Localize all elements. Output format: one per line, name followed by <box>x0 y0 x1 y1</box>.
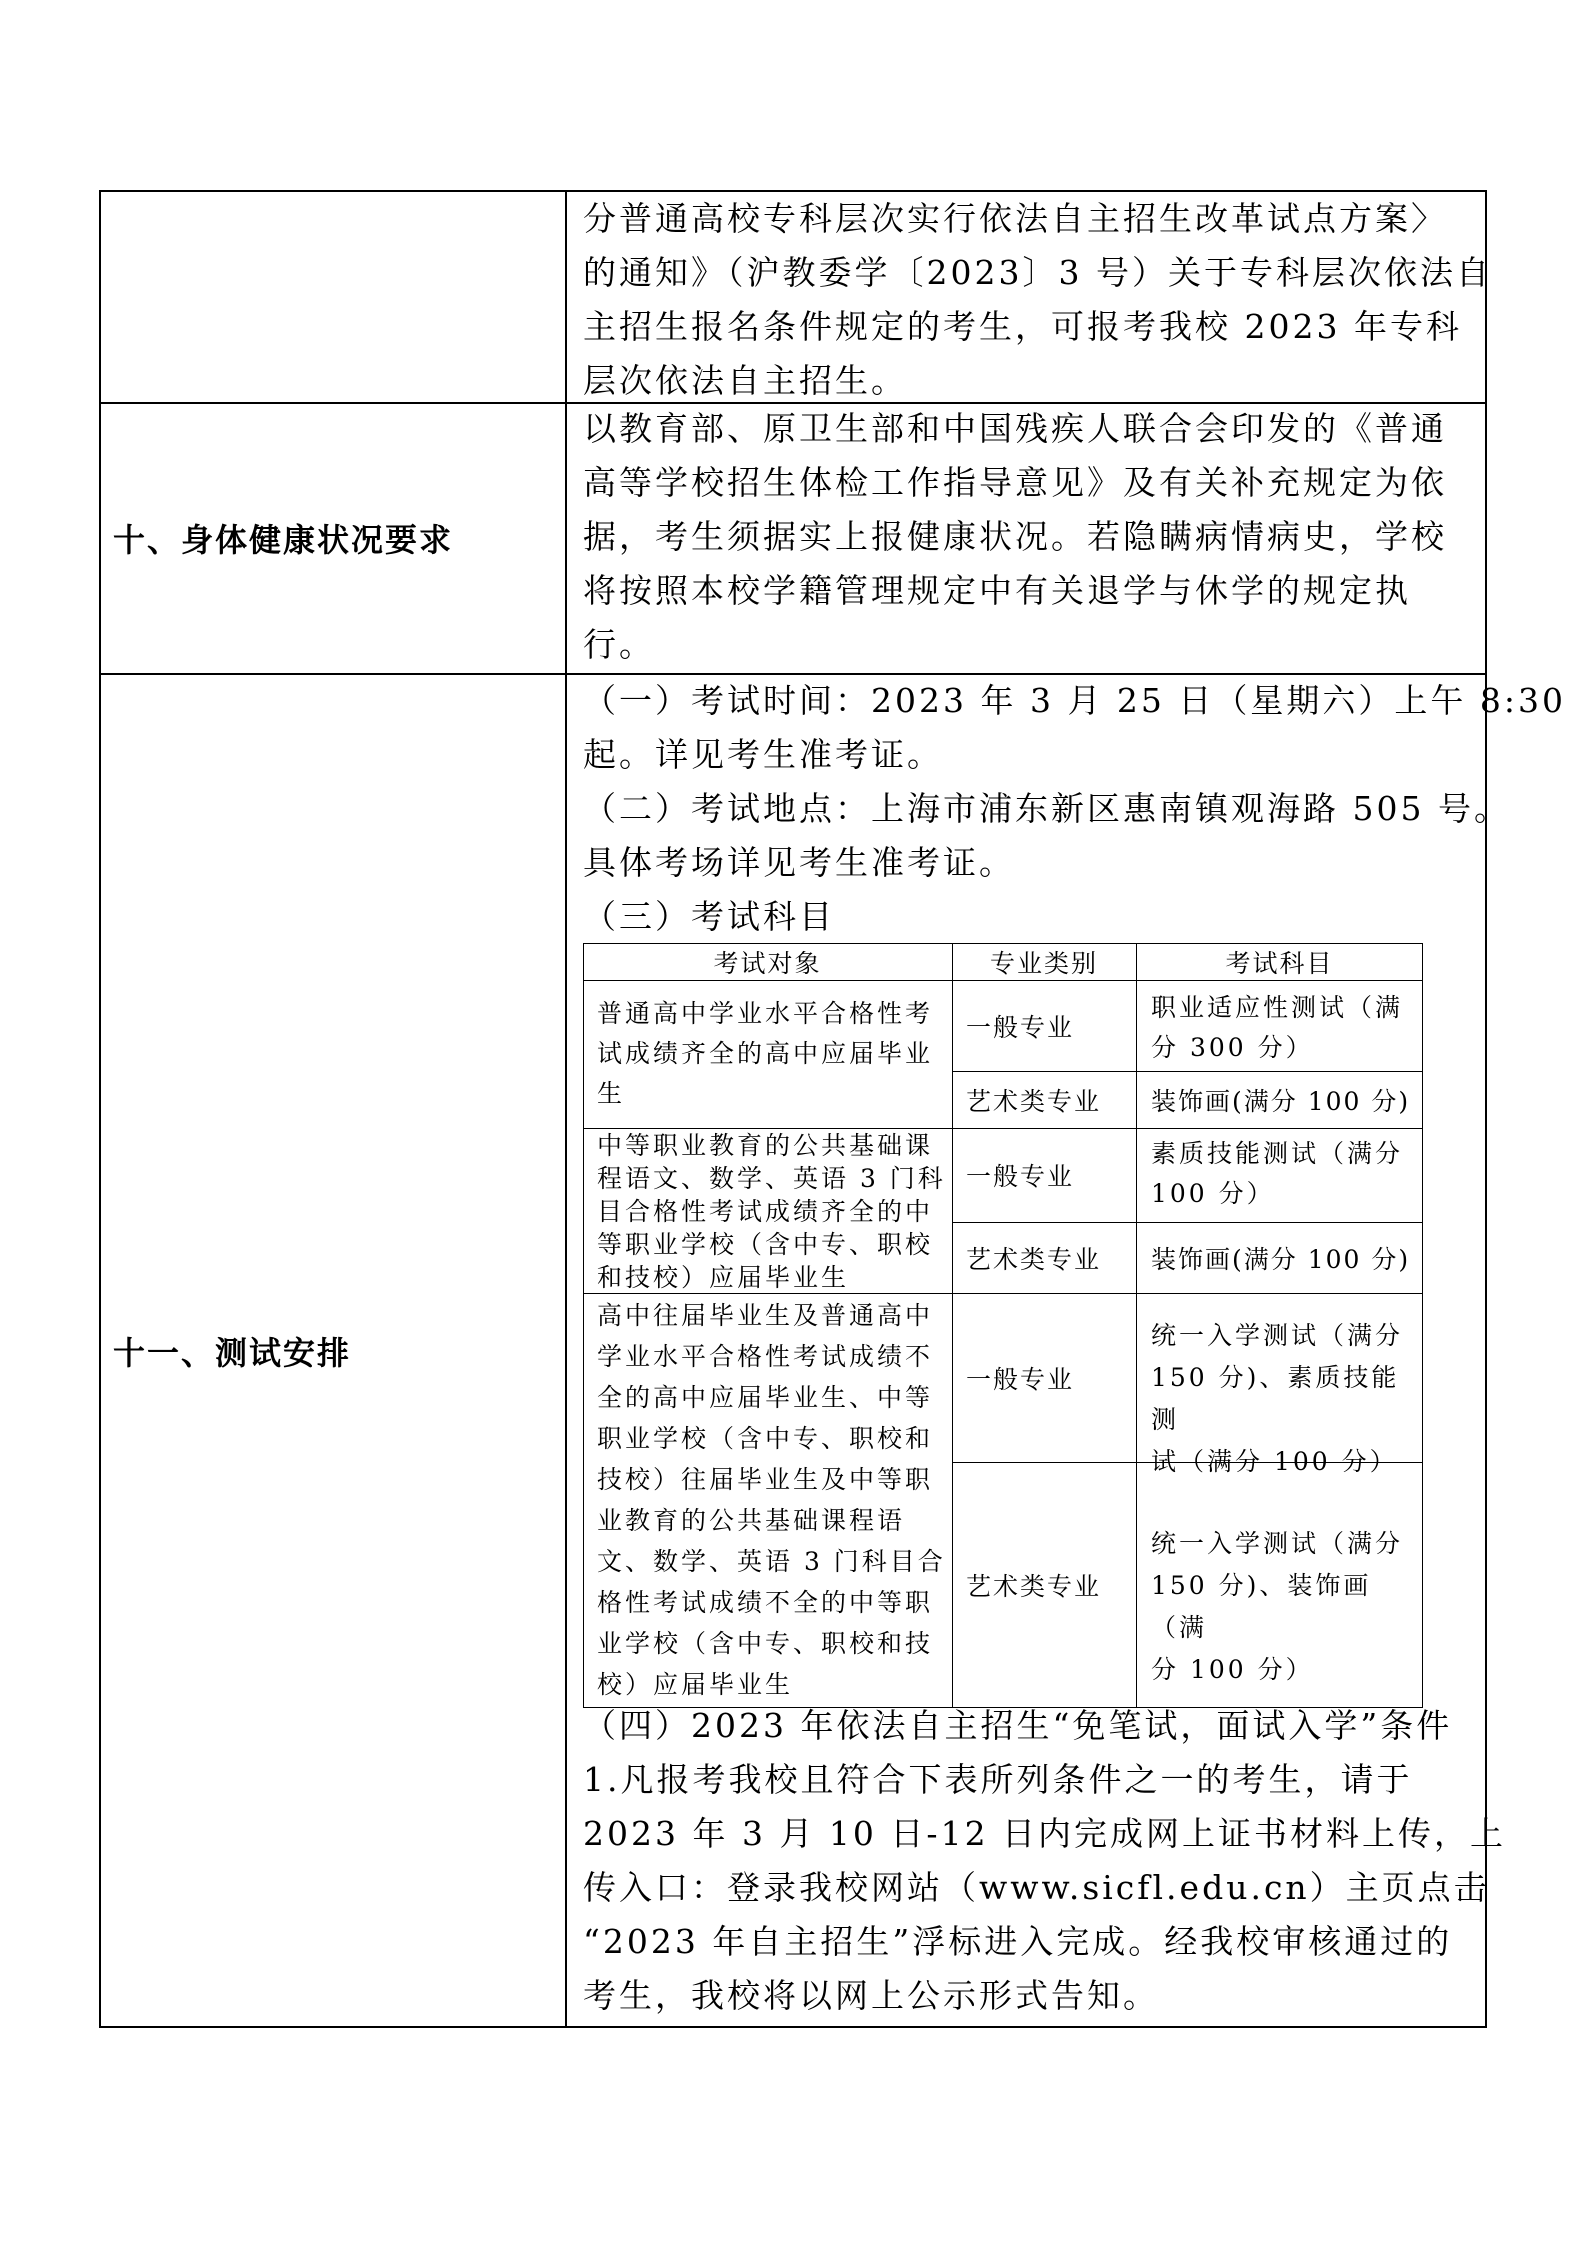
exam-subject <box>1151 1134 1403 1214</box>
exam-target <box>597 1295 946 1705</box>
exam-target <box>597 994 933 1114</box>
text-line: （四）2023 年依法自主招生“免笔试，面试入学”条件 <box>583 1706 1453 1745</box>
text-line: （二）考试地点：上海市浦东新区惠南镇观海路 505 号。 <box>583 789 1510 828</box>
exam-category: 艺术类专业 <box>966 1086 1102 1116</box>
row-content <box>565 192 1492 408</box>
row-label <box>99 190 565 402</box>
row-label: 十一、测试安排 <box>113 1333 352 1372</box>
text-line: 等职业学校（含中专、职校 <box>597 1230 934 1259</box>
text-line: 学业水平合格性考试成绩不 <box>597 1342 934 1371</box>
text-line: 据，考生须据实上报健康状况。若隐瞒病情病史，学校 <box>583 517 1447 556</box>
text-line: 文、数学、英语 3 门科目合 <box>597 1547 946 1576</box>
row-content-bottom <box>565 1699 1507 2023</box>
text-line: 主招生报名条件规定的考生，可报考我校 2023 年专科 <box>583 307 1462 346</box>
row-label: 十、身体健康状况要求 <box>113 520 454 559</box>
text-line: 校）应届毕业生 <box>597 1670 794 1699</box>
exam-subject <box>1151 988 1403 1068</box>
text-line: 程语文、数学、英语 3 门科 <box>597 1164 946 1193</box>
table-header: 考试科目 <box>1225 948 1334 978</box>
text-line: 以教育部、原卫生部和中国残疾人联合会印发的《普通 <box>583 409 1447 448</box>
text-line: 150 分)、装饰画（满 <box>1151 1571 1372 1642</box>
exam-category: 艺术类专业 <box>966 1244 1102 1274</box>
text-line: 起。详见考生准考证。 <box>583 735 943 774</box>
text-line: （一）考试时间：2023 年 3 月 25 日（星期六）上午 8:30 <box>583 681 1567 720</box>
text-line: 分 300 分） <box>1151 1033 1314 1062</box>
text-line: 普通高中学业水平合格性考 <box>597 999 934 1028</box>
text-line: 职业适应性测试（满 <box>1151 993 1404 1022</box>
text-line: 具体考场详见考生准考证。 <box>583 843 1015 882</box>
row-content-top <box>565 674 1567 944</box>
text-line: 100 分） <box>1151 1179 1275 1208</box>
table-header: 考试对象 <box>713 948 822 978</box>
text-line: 高等学校招生体检工作指导意见》及有关补充规定为依 <box>583 463 1447 502</box>
exam-category: 一般专业 <box>966 1364 1075 1394</box>
text-line: 试成绩齐全的高中应届毕业 <box>597 1039 934 1068</box>
text-line: 业学校（含中专、职校和技 <box>597 1629 934 1658</box>
table-header: 专业类别 <box>989 948 1098 978</box>
text-line: 1.凡报考我校且符合下表所列条件之一的考生，请于 <box>583 1760 1413 1799</box>
text-line: 生 <box>597 1079 626 1108</box>
exam-target <box>597 1129 946 1294</box>
text-line: 素质技能测试（满分 <box>1151 1139 1404 1168</box>
exam-category: 一般专业 <box>966 1012 1075 1042</box>
text-line: 150 分)、素质技能测 <box>1151 1363 1400 1434</box>
exam-subjects-table <box>583 943 1423 1708</box>
text-line: 试（满分 100 分） <box>1151 1447 1398 1476</box>
text-line: 的通知》（沪教委学〔2023〕3 号）关于专科层次依法自 <box>583 253 1492 292</box>
text-line: 职业学校（含中专、职校和 <box>597 1424 934 1453</box>
text-line: 目合格性考试成绩齐全的中 <box>597 1197 934 1226</box>
text-line: 层次依法自主招生。 <box>583 361 907 400</box>
text-line: 2023 年 3 月 10 日-12 日内完成网上证书材料上传，上 <box>583 1814 1507 1853</box>
exam-category: 艺术类专业 <box>966 1572 1102 1601</box>
text-line: 技校）往届毕业生及中等职 <box>597 1465 934 1494</box>
column-divider <box>1136 943 1137 1708</box>
exam-category: 一般专业 <box>966 1162 1075 1191</box>
text-line: 统一入学测试（满分 <box>1151 1321 1404 1350</box>
exam-subject: 装饰画(满分 100 分) <box>1151 1086 1411 1116</box>
text-line: 将按照本校学籍管理规定中有关退学与休学的规定执 <box>583 571 1411 610</box>
text-line: 分普通高校专科层次实行依法自主招生改革试点方案〉 <box>583 199 1447 238</box>
text-line: 业教育的公共基础课程语 <box>597 1506 906 1535</box>
text-line: 中等职业教育的公共基础课 <box>597 1131 934 1160</box>
text-line: 分 100 分） <box>1151 1655 1314 1684</box>
text-line: 高中往届毕业生及普通高中 <box>597 1301 934 1330</box>
row-content <box>565 402 1487 672</box>
text-line: 格性考试成绩不全的中等职 <box>597 1588 934 1617</box>
exam-subject: 装饰画(满分 100 分) <box>1151 1244 1411 1274</box>
text-line: 统一入学测试（满分 <box>1151 1529 1404 1558</box>
text-line: 和技校）应届毕业生 <box>597 1263 850 1292</box>
text-line: “2023 年自主招生”浮标进入完成。经我校审核通过的 <box>583 1922 1453 1961</box>
text-line: 全的高中应届毕业生、中等 <box>597 1383 934 1412</box>
exam-subject <box>1151 1315 1423 1483</box>
text-line: （三）考试科目 <box>583 897 835 936</box>
exam-subject <box>1151 1523 1423 1691</box>
text-line: 考生，我校将以网上公示形式告知。 <box>583 1976 1159 2015</box>
text-line: 传入口：登录我校网站（www.sicfl.edu.cn）主页点击 <box>583 1868 1490 1907</box>
text-line: 行。 <box>583 625 655 664</box>
